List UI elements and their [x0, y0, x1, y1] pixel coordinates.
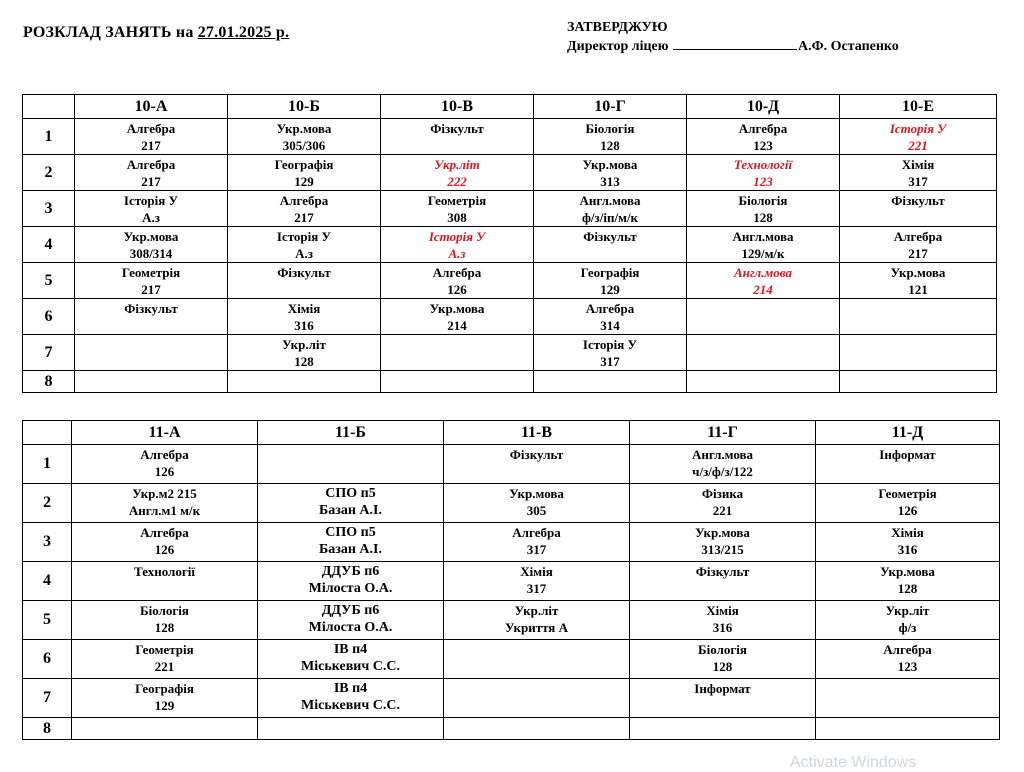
title-date: 27.01.2025 р. — [197, 24, 290, 41]
lesson-cell — [75, 371, 228, 393]
class-header: 11-Б — [258, 421, 444, 445]
approval-block — [567, 18, 899, 56]
lesson-row — [23, 601, 1000, 640]
class-header: 11-А — [72, 421, 258, 445]
lesson-row — [23, 484, 1000, 523]
lesson-cell — [72, 640, 258, 679]
lesson-cell — [72, 679, 258, 718]
schedule-table-10 — [22, 94, 997, 393]
lesson-cell — [444, 679, 630, 718]
lesson-cell — [258, 445, 444, 484]
lesson-cell — [72, 601, 258, 640]
subject-text: Укр.мова — [695, 525, 750, 540]
subject-text: Укр.літ — [885, 603, 930, 618]
lesson-cell — [630, 562, 816, 601]
lesson-cell — [687, 191, 840, 227]
lesson-cell — [228, 191, 381, 227]
subject-text: Історія У — [428, 229, 486, 244]
subject-text: Алгебра — [585, 301, 635, 316]
subject-text: Англ.мова — [733, 265, 793, 280]
subject-text: ІВ п4 — [333, 642, 368, 657]
director-name: А.Ф. Остапенко — [797, 39, 899, 54]
lesson-cell — [534, 299, 687, 335]
subject-text: Географія — [135, 681, 194, 696]
room-text: 129 — [600, 282, 620, 297]
page-title — [23, 24, 289, 42]
room-text: 129/м/к — [741, 246, 785, 261]
room-text: 128 — [897, 581, 918, 596]
subject-text: Хімія — [520, 564, 553, 579]
title-prefix: РОЗКЛАД ЗАНЯТЬ на — [23, 24, 198, 41]
subject-text: Укр.мова — [880, 564, 935, 579]
subject-text: Алгебра — [140, 525, 189, 540]
lesson-cell — [840, 263, 997, 299]
room-text: 121 — [908, 282, 928, 297]
subject-text: Біологія — [738, 193, 788, 208]
class-header: 11-Г — [630, 421, 816, 445]
lesson-number: 1 — [23, 445, 72, 484]
room-text: А.з — [142, 210, 160, 225]
subject-text: Географія — [580, 265, 640, 280]
lesson-number: 8 — [23, 718, 72, 740]
room-text: 314 — [600, 318, 620, 333]
lesson-number: 2 — [23, 155, 75, 191]
subject-text: Історія У — [123, 193, 179, 208]
room-text: Мілоста О.А. — [308, 620, 393, 635]
lesson-cell — [258, 718, 444, 740]
lesson-cell — [687, 227, 840, 263]
lesson-cell — [228, 371, 381, 393]
lesson-cell — [444, 562, 630, 601]
room-text: 221 — [154, 659, 175, 674]
lesson-cell — [534, 371, 687, 393]
subject-text: Хімія — [901, 157, 935, 172]
lesson-cell — [840, 227, 997, 263]
subject-text: Алгебра — [279, 193, 329, 208]
room-text: 217 — [141, 282, 161, 297]
lesson-cell — [840, 119, 997, 155]
subject-text: Фізкульт — [430, 121, 484, 136]
class-header: 11-В — [444, 421, 630, 445]
lesson-cell — [630, 718, 816, 740]
lesson-row — [23, 335, 997, 371]
lesson-cell — [630, 640, 816, 679]
subject-text: Алгебра — [738, 121, 788, 136]
lesson-cell — [816, 484, 1000, 523]
class-header: 10-В — [381, 95, 534, 119]
lesson-cell — [258, 640, 444, 679]
class-header: 10-А — [75, 95, 228, 119]
subject-text: Алгебра — [432, 265, 482, 280]
subject-text: Геометрія — [878, 486, 937, 501]
subject-text: Хімія — [287, 301, 321, 316]
room-text: 316 — [294, 318, 314, 333]
lesson-number: 7 — [23, 335, 75, 371]
subject-text: Укр.м2 215 — [132, 486, 197, 501]
lesson-cell — [381, 335, 534, 371]
lesson-cell — [840, 299, 997, 335]
lesson-cell — [840, 155, 997, 191]
lesson-number: 6 — [23, 640, 72, 679]
lesson-cell — [816, 523, 1000, 562]
lesson-number: 3 — [23, 523, 72, 562]
room-text: 126 — [154, 464, 175, 479]
class-header: 10-Г — [534, 95, 687, 119]
room-text: ч/з/ф/з/122 — [692, 464, 753, 479]
lesson-cell — [444, 484, 630, 523]
lesson-cell — [258, 523, 444, 562]
lesson-cell — [534, 227, 687, 263]
lesson-cell — [228, 299, 381, 335]
room-text: 313/215 — [701, 542, 744, 557]
room-text: Мілоста О.А. — [308, 581, 393, 596]
lesson-cell — [630, 601, 816, 640]
lesson-cell — [381, 371, 534, 393]
lesson-number: 7 — [23, 679, 72, 718]
subject-text: ІВ п4 — [333, 681, 368, 696]
room-text: 308 — [447, 210, 467, 225]
class-header: 10-Д — [687, 95, 840, 119]
room-text: 317 — [600, 354, 620, 369]
lesson-cell — [687, 263, 840, 299]
room-text: 123 — [897, 659, 918, 674]
lesson-row — [23, 718, 1000, 740]
lesson-cell — [840, 371, 997, 393]
room-text: 316 — [712, 620, 733, 635]
lesson-cell — [444, 523, 630, 562]
director-line — [567, 37, 899, 56]
room-text: 128 — [712, 659, 733, 674]
subject-text: Укр.мова — [429, 301, 485, 316]
lesson-cell — [840, 335, 997, 371]
room-text: 222 — [447, 174, 467, 189]
lesson-cell — [258, 562, 444, 601]
lesson-cell — [258, 484, 444, 523]
lesson-cell — [687, 155, 840, 191]
lesson-cell — [228, 155, 381, 191]
room-text: Укриття А — [505, 620, 568, 635]
subject-text: Англ.мова — [579, 193, 641, 208]
room-text: 305 — [526, 503, 547, 518]
room-text: 126 — [897, 503, 918, 518]
lesson-cell — [228, 263, 381, 299]
lesson-row — [23, 679, 1000, 718]
lesson-cell — [630, 679, 816, 718]
subject-text: Англ.мова — [691, 447, 754, 462]
schedule-body-10 — [23, 95, 997, 393]
room-text: 128 — [294, 354, 314, 369]
lesson-row — [23, 191, 997, 227]
lesson-cell — [630, 484, 816, 523]
lesson-cell — [444, 718, 630, 740]
subject-text: Технології — [733, 157, 793, 172]
lesson-cell — [816, 679, 1000, 718]
subject-text: Фізкульт — [277, 265, 331, 280]
lesson-cell — [534, 263, 687, 299]
subject-text: Англ.мова — [732, 229, 794, 244]
lesson-cell — [687, 371, 840, 393]
room-text: 214 — [447, 318, 467, 333]
subject-text: Біологія — [698, 642, 747, 657]
lesson-cell — [228, 335, 381, 371]
room-text: 217 — [141, 174, 161, 189]
header-row — [23, 95, 997, 119]
lesson-cell — [816, 718, 1000, 740]
lesson-cell — [444, 601, 630, 640]
lesson-row — [23, 562, 1000, 601]
lesson-row — [23, 155, 997, 191]
room-text: 221 — [712, 503, 733, 518]
subject-text: Укр.літ — [514, 603, 559, 618]
room-text: А.з — [295, 246, 313, 261]
subject-text: Укр.мова — [890, 265, 946, 280]
subject-text: Алгебра — [512, 525, 561, 540]
room-text: 128 — [753, 210, 773, 225]
lesson-row — [23, 523, 1000, 562]
subject-text: Алгебра — [140, 447, 189, 462]
room-text: 129 — [154, 698, 175, 713]
lesson-cell — [381, 299, 534, 335]
lesson-cell — [534, 119, 687, 155]
subject-text: Укр.мова — [123, 229, 179, 244]
lesson-cell — [816, 640, 1000, 679]
lesson-row — [23, 640, 1000, 679]
lesson-row — [23, 445, 1000, 484]
subject-text: Історія У — [582, 337, 638, 352]
lesson-number: 6 — [23, 299, 75, 335]
lesson-cell — [444, 445, 630, 484]
lesson-cell — [75, 263, 228, 299]
lesson-cell — [444, 640, 630, 679]
lesson-cell — [381, 263, 534, 299]
subject-text: Укр.мова — [276, 121, 332, 136]
room-text: ф/з/іп/м/к — [581, 210, 639, 225]
room-text: Міськевич С.С. — [301, 698, 400, 713]
lesson-number: 3 — [23, 191, 75, 227]
lesson-cell — [381, 119, 534, 155]
lesson-cell — [75, 119, 228, 155]
class-header: 10-Е — [840, 95, 997, 119]
subject-text: Укр.мова — [582, 157, 638, 172]
lesson-cell — [534, 191, 687, 227]
subject-text: Укр.мова — [509, 486, 564, 501]
lesson-cell — [630, 523, 816, 562]
room-text: 129 — [294, 174, 314, 189]
lesson-cell — [687, 119, 840, 155]
lesson-cell — [816, 601, 1000, 640]
subject-text: Алгебра — [126, 121, 176, 136]
subject-text: ДДУБ п6 — [321, 564, 380, 579]
room-text: 317 — [526, 581, 547, 596]
lesson-cell — [72, 445, 258, 484]
subject-text: Фізкульт — [695, 564, 750, 579]
room-text: 305/306 — [282, 138, 326, 153]
subject-text: Фізкульт — [583, 229, 637, 244]
lesson-cell — [534, 155, 687, 191]
lesson-cell — [534, 335, 687, 371]
lesson-row — [23, 119, 997, 155]
subject-text: Фізкульт — [124, 301, 178, 316]
subject-text: Фізкульт — [509, 447, 564, 462]
subject-text: Інформат — [879, 447, 936, 462]
subject-text: СПО п5 — [325, 525, 376, 540]
director-label: Директор ліцею — [567, 39, 669, 54]
lesson-cell — [228, 119, 381, 155]
lesson-cell — [381, 155, 534, 191]
room-text: Міськевич С.С. — [301, 659, 400, 674]
subject-text: Історія У — [889, 121, 947, 136]
lesson-row — [23, 299, 997, 335]
subject-text: Геометрія — [121, 265, 181, 280]
lesson-cell — [258, 679, 444, 718]
room-text: 316 — [897, 542, 918, 557]
header-row — [23, 421, 1000, 445]
lesson-row — [23, 263, 997, 299]
subject-text: Укр.літ — [434, 157, 480, 172]
lesson-cell — [75, 155, 228, 191]
lesson-number: 4 — [23, 227, 75, 263]
lesson-cell — [258, 601, 444, 640]
watermark-text: Activate Windows — [790, 754, 917, 771]
room-text: 128 — [154, 620, 175, 635]
room-text: 313 — [600, 174, 620, 189]
subject-text: Алгебра — [126, 157, 176, 172]
class-header: 10-Б — [228, 95, 381, 119]
subject-text: Географія — [274, 157, 334, 172]
lesson-row — [23, 371, 997, 393]
lesson-cell — [840, 191, 997, 227]
signature-line — [673, 37, 797, 50]
subject-text: Геометрія — [135, 642, 194, 657]
subject-text: Біологія — [585, 121, 635, 136]
lesson-cell — [816, 445, 1000, 484]
room-text: 317 — [908, 174, 928, 189]
room-text: 308/314 — [129, 246, 173, 261]
lesson-cell — [75, 191, 228, 227]
lesson-cell — [72, 523, 258, 562]
lesson-cell — [630, 445, 816, 484]
schedule-table-11 — [22, 420, 1000, 740]
room-text: 123 — [753, 174, 773, 189]
schedule-body-11 — [23, 421, 1000, 740]
room-text: А.з — [448, 246, 466, 261]
subject-text: Укр.літ — [282, 337, 326, 352]
corner-cell — [23, 95, 75, 119]
lesson-number: 8 — [23, 371, 75, 393]
lesson-cell — [72, 484, 258, 523]
room-text: Базан А.І. — [318, 542, 382, 557]
lesson-cell — [72, 562, 258, 601]
room-text: Базан А.І. — [318, 503, 382, 518]
approve-label: ЗАТВЕРДЖУЮ — [567, 20, 668, 35]
subject-text: Інформат — [694, 681, 751, 696]
lesson-cell — [75, 299, 228, 335]
room-text: 128 — [600, 138, 620, 153]
subject-text: Алгебра — [893, 229, 943, 244]
lesson-number: 5 — [23, 263, 75, 299]
subject-text: ДДУБ п6 — [321, 603, 380, 618]
room-text: 217 — [141, 138, 161, 153]
room-text: 221 — [908, 138, 928, 153]
lesson-cell — [816, 562, 1000, 601]
lesson-cell — [381, 191, 534, 227]
room-text: 214 — [753, 282, 773, 297]
subject-text: Фізика — [701, 486, 744, 501]
lesson-number: 4 — [23, 562, 72, 601]
subject-text: Фізкульт — [891, 193, 945, 208]
room-text: 126 — [447, 282, 467, 297]
subject-text: Хімія — [706, 603, 739, 618]
lesson-cell — [687, 299, 840, 335]
subject-text: СПО п5 — [325, 486, 376, 501]
subject-text: Біологія — [140, 603, 189, 618]
class-header: 11-Д — [816, 421, 1000, 445]
lesson-cell — [228, 227, 381, 263]
corner-cell — [23, 421, 72, 445]
lesson-cell — [75, 335, 228, 371]
subject-text: Історія У — [276, 229, 332, 244]
room-text: 217 — [294, 210, 314, 225]
room-text: ф/з — [898, 620, 917, 635]
subject-text: Алгебра — [883, 642, 932, 657]
lesson-cell — [381, 227, 534, 263]
lesson-number: 2 — [23, 484, 72, 523]
subject-text: Хімія — [891, 525, 924, 540]
lesson-cell — [687, 335, 840, 371]
lesson-cell — [72, 718, 258, 740]
lesson-number: 1 — [23, 119, 75, 155]
room-text: Англ.м1 м/к — [128, 503, 201, 518]
room-text: 317 — [526, 542, 547, 557]
lesson-cell — [75, 227, 228, 263]
lesson-row — [23, 227, 997, 263]
subject-text: Технології — [134, 564, 195, 579]
room-text: 123 — [753, 138, 773, 153]
room-text: 217 — [908, 246, 928, 261]
lesson-number: 5 — [23, 601, 72, 640]
room-text: 126 — [154, 542, 175, 557]
subject-text: Геометрія — [427, 193, 487, 208]
